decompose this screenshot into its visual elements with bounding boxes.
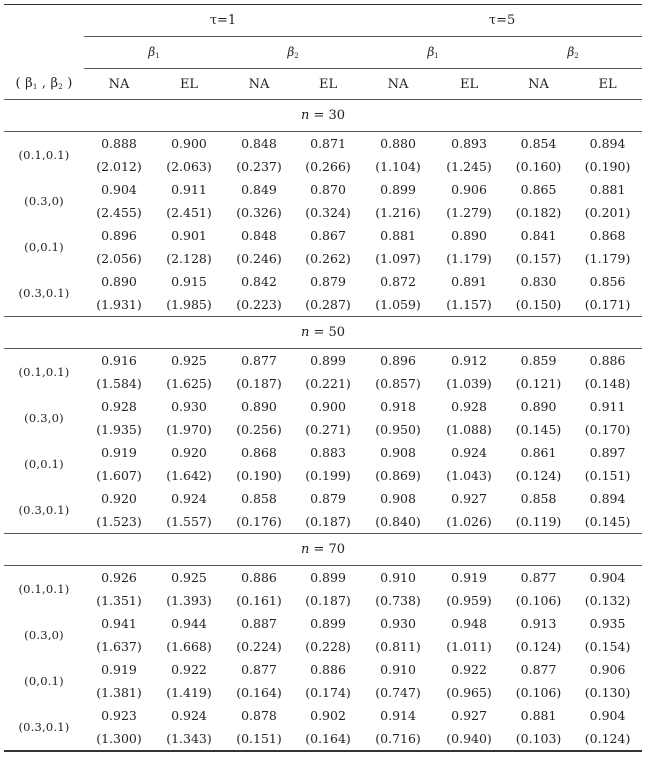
section-header-row [4, 534, 642, 566]
mean-cell: 0.865 [520, 182, 557, 197]
mean-cell: 0.924 [171, 708, 207, 723]
mean-cell: 0.925 [171, 570, 207, 585]
sd-cell: (1.970) [166, 422, 212, 437]
sd-cell: (1.039) [446, 376, 492, 391]
beta-symbol: β [567, 45, 575, 59]
mean-cell: 0.867 [310, 228, 346, 243]
table-row-mean [4, 224, 642, 247]
method-header-3: NA [224, 69, 294, 100]
mean-cell: 0.912 [451, 353, 487, 368]
mean-cell: 0.896 [101, 228, 137, 243]
mean-cell: 0.868 [589, 228, 626, 243]
mean-cell: 0.900 [171, 136, 207, 151]
sd-cell: (0.246) [236, 251, 282, 266]
mean-cell: 0.902 [310, 708, 346, 723]
sd-cell: (2.012) [96, 159, 142, 174]
sd-cell: (1.584) [96, 376, 142, 391]
mean-cell: 0.877 [520, 662, 557, 677]
sd-cell: (1.097) [375, 251, 421, 266]
sd-cell: (1.343) [154, 727, 224, 751]
param-row-label: (0,0.1) [24, 457, 64, 471]
method-header-8: EL [573, 69, 642, 100]
mean-cell: 0.928 [451, 399, 487, 414]
mean-cell: 0.910 [380, 570, 416, 585]
sd-cell: (0.228) [305, 639, 351, 654]
mean-cell: 0.879 [310, 491, 346, 506]
mean-cell: 0.890 [520, 399, 557, 414]
sd-cell: (2.063) [166, 159, 212, 174]
n-value: = 50 [309, 325, 346, 340]
sd-cell: (1.607) [96, 468, 142, 483]
mean-cell: 0.858 [520, 491, 557, 506]
table-row-sd [4, 201, 642, 224]
sd-cell: (0.164) [294, 727, 362, 751]
sd-cell: (0.150) [504, 293, 573, 317]
mean-cell: 0.888 [101, 136, 137, 151]
table-row-mean [4, 441, 642, 464]
sd-cell: (1.668) [166, 639, 212, 654]
table-row-mean [4, 395, 642, 418]
table-row-sd [4, 635, 642, 658]
sd-cell: (1.216) [375, 205, 421, 220]
table-row-mean [4, 658, 642, 681]
sd-cell: (0.940) [434, 727, 504, 751]
mean-cell: 0.871 [310, 136, 346, 151]
sd-cell: (1.011) [446, 639, 492, 654]
tau-header-2: τ=5 [362, 5, 642, 37]
method-header-5: NA [362, 69, 434, 100]
param-row-label: (0.3,0) [24, 411, 64, 425]
mean-cell: 0.920 [101, 491, 137, 506]
mean-cell: 0.904 [589, 708, 626, 723]
mean-cell: 0.877 [241, 662, 277, 677]
sd-cell: (0.224) [236, 639, 282, 654]
mean-cell: 0.848 [241, 136, 277, 151]
mean-cell: 0.872 [380, 274, 416, 289]
section-header-row [4, 317, 642, 349]
mean-cell: 0.894 [589, 136, 626, 151]
param-sub2: 2 [58, 83, 63, 92]
mean-cell: 0.896 [380, 353, 416, 368]
param-label [4, 69, 84, 100]
sd-cell: (0.170) [584, 422, 631, 437]
corner-cell-2 [4, 37, 84, 69]
sd-cell: (1.300) [84, 727, 154, 751]
sd-cell: (0.326) [236, 205, 282, 220]
mean-cell: 0.923 [101, 708, 137, 723]
sd-cell: (1.985) [154, 293, 224, 317]
sd-cell: (1.625) [166, 376, 212, 391]
mean-cell: 0.920 [171, 445, 207, 460]
sd-cell: (1.637) [96, 639, 142, 654]
sd-cell: (0.869) [375, 468, 421, 483]
param-row-label: (0.3,0) [24, 194, 64, 208]
method-header-4: EL [294, 69, 362, 100]
mean-cell: 0.900 [310, 399, 346, 414]
sd-cell: (1.419) [166, 685, 212, 700]
mean-cell: 0.899 [310, 353, 346, 368]
sd-cell: (0.106) [515, 593, 562, 608]
mean-cell: 0.904 [101, 182, 137, 197]
mean-cell: 0.894 [589, 491, 626, 506]
param-sub1: 1 [32, 83, 38, 92]
sd-cell: (0.161) [236, 593, 282, 608]
mean-cell: 0.877 [241, 353, 277, 368]
mean-cell: 0.897 [589, 445, 626, 460]
param-row-label: (0.3,0.1) [4, 270, 84, 317]
sd-cell: (1.557) [154, 510, 224, 534]
mean-cell: 0.849 [241, 182, 277, 197]
beta-subscript: 1 [155, 52, 160, 60]
beta-symbol: β [148, 45, 156, 59]
sd-cell: (0.145) [573, 510, 642, 534]
param-row-label: (0.1,0.1) [18, 365, 70, 379]
mean-cell: 0.916 [101, 353, 137, 368]
sd-cell: (1.935) [96, 422, 142, 437]
mean-cell: 0.842 [241, 274, 277, 289]
sd-cell: (0.148) [584, 376, 631, 391]
mean-cell: 0.899 [310, 570, 346, 585]
mean-cell: 0.861 [520, 445, 557, 460]
method-header-2: EL [154, 69, 224, 100]
method-header-6: EL [434, 69, 504, 100]
mean-cell: 0.848 [241, 228, 277, 243]
sd-cell: (1.043) [446, 468, 492, 483]
sd-cell: (0.201) [584, 205, 631, 220]
n-symbol: n [301, 325, 310, 340]
param-row-label: (0.1,0.1) [18, 148, 70, 162]
n-symbol: n [301, 108, 310, 123]
table-row-sd [4, 293, 642, 317]
sd-cell: (0.959) [446, 593, 492, 608]
mean-cell: 0.911 [589, 399, 626, 414]
mean-cell: 0.927 [451, 491, 487, 506]
table-row-sd [4, 464, 642, 487]
sd-cell: (0.145) [515, 422, 562, 437]
mean-cell: 0.914 [380, 708, 416, 723]
mean-cell: 0.935 [589, 616, 626, 631]
mean-cell: 0.919 [101, 662, 137, 677]
mean-cell: 0.918 [380, 399, 416, 414]
sd-cell: (1.351) [96, 593, 142, 608]
sd-cell: (0.857) [375, 376, 421, 391]
sd-cell: (1.179) [584, 251, 631, 266]
mean-cell: 0.901 [171, 228, 207, 243]
sd-cell: (0.130) [584, 685, 631, 700]
sd-cell: (0.262) [305, 251, 351, 266]
param-row-label: (0,0.1) [24, 674, 64, 688]
table-row-mean [4, 487, 642, 510]
mean-cell: 0.925 [171, 353, 207, 368]
mean-cell: 0.930 [380, 616, 416, 631]
sd-cell: (0.106) [515, 685, 562, 700]
table-row-sd [4, 681, 642, 704]
mean-cell: 0.858 [241, 491, 277, 506]
mean-cell: 0.893 [451, 136, 487, 151]
mean-cell: 0.904 [589, 570, 626, 585]
param-row-label: (0.3,0.1) [4, 704, 84, 751]
mean-cell: 0.944 [171, 616, 207, 631]
n-value: = 70 [309, 542, 346, 557]
sd-cell: (2.451) [166, 205, 212, 220]
mean-cell: 0.859 [520, 353, 557, 368]
sd-cell: (0.171) [573, 293, 642, 317]
mean-cell: 0.919 [451, 570, 487, 585]
sd-cell: (0.174) [305, 685, 351, 700]
sd-cell: (0.747) [375, 685, 421, 700]
table-row-sd [4, 418, 642, 441]
param-close: ) [62, 76, 73, 92]
mean-cell: 0.841 [520, 228, 557, 243]
mean-cell: 0.868 [241, 445, 277, 460]
sd-cell: (0.121) [515, 376, 562, 391]
sd-cell: (0.124) [515, 639, 562, 654]
sd-cell: (0.811) [375, 639, 421, 654]
table-row-mean [4, 704, 642, 727]
sample-size-label [4, 534, 642, 566]
method-header-1: NA [84, 69, 154, 100]
table-row-mean [4, 270, 642, 293]
sd-cell: (1.088) [446, 422, 492, 437]
sd-cell: (0.223) [224, 293, 294, 317]
table-row-mean [4, 132, 642, 156]
sd-cell: (0.256) [236, 422, 282, 437]
mean-cell: 0.881 [520, 708, 557, 723]
n-value: = 30 [309, 108, 346, 123]
sd-cell: (0.716) [362, 727, 434, 751]
sd-cell: (2.128) [166, 251, 212, 266]
sd-cell: (1.393) [166, 593, 212, 608]
sd-cell: (0.738) [375, 593, 421, 608]
table-row-sd [4, 372, 642, 395]
mean-cell: 0.899 [380, 182, 416, 197]
sd-cell: (0.151) [224, 727, 294, 751]
table-row-sd [4, 510, 642, 534]
beta-symbol: β [427, 45, 435, 59]
sd-cell: (1.245) [446, 159, 492, 174]
sd-cell: (0.160) [515, 159, 562, 174]
mean-cell: 0.906 [589, 662, 626, 677]
table-row-mean [4, 612, 642, 635]
sd-cell: (0.221) [305, 376, 351, 391]
mean-cell: 0.830 [520, 274, 557, 289]
sd-cell: (1.104) [375, 159, 421, 174]
mean-cell: 0.930 [171, 399, 207, 414]
mean-cell: 0.881 [589, 182, 626, 197]
mean-cell: 0.887 [241, 616, 277, 631]
mean-cell: 0.915 [171, 274, 207, 289]
coverage-results-table [4, 4, 642, 752]
sd-cell: (0.190) [236, 468, 282, 483]
sd-cell: (1.157) [434, 293, 504, 317]
mean-cell: 0.913 [520, 616, 557, 631]
mean-cell: 0.886 [310, 662, 346, 677]
mean-cell: 0.926 [101, 570, 137, 585]
sd-cell: (0.187) [294, 510, 362, 534]
sd-cell: (0.187) [305, 593, 351, 608]
sd-cell: (0.266) [305, 159, 351, 174]
table-row-sd [4, 589, 642, 612]
mean-cell: 0.890 [451, 228, 487, 243]
sd-cell: (2.455) [96, 205, 142, 220]
table-row-mean [4, 566, 642, 590]
beta-header-1 [84, 37, 224, 69]
sd-cell: (1.026) [434, 510, 504, 534]
table-row-sd [4, 727, 642, 751]
mean-cell: 0.878 [241, 708, 277, 723]
sd-cell: (0.840) [362, 510, 434, 534]
sd-cell: (0.124) [515, 468, 562, 483]
sd-cell: (0.176) [224, 510, 294, 534]
sd-cell: (0.164) [236, 685, 282, 700]
mean-cell: 0.924 [451, 445, 487, 460]
mean-cell: 0.877 [520, 570, 557, 585]
tau-header-1: τ=1 [84, 5, 362, 37]
sd-cell: (0.287) [294, 293, 362, 317]
beta-header-2 [224, 37, 362, 69]
sd-cell: (1.381) [96, 685, 142, 700]
mean-cell: 0.881 [380, 228, 416, 243]
mean-cell: 0.890 [101, 274, 137, 289]
table-row-sd [4, 155, 642, 178]
table-row-mean [4, 349, 642, 373]
mean-cell: 0.941 [101, 616, 137, 631]
mean-cell: 0.922 [451, 662, 487, 677]
mean-cell: 0.908 [380, 445, 416, 460]
sd-cell: (0.154) [584, 639, 631, 654]
mean-cell: 0.856 [589, 274, 626, 289]
beta-header-4 [504, 37, 642, 69]
sd-cell: (1.523) [84, 510, 154, 534]
mean-cell: 0.879 [310, 274, 346, 289]
n-symbol: n [301, 542, 310, 557]
sd-cell: (1.642) [166, 468, 212, 483]
mean-cell: 0.924 [171, 491, 207, 506]
beta-subscript: 1 [434, 52, 439, 60]
beta-subscript: 2 [574, 52, 579, 60]
mean-cell: 0.886 [241, 570, 277, 585]
sd-cell: (0.237) [236, 159, 282, 174]
mean-cell: 0.908 [380, 491, 416, 506]
beta-subscript: 2 [294, 52, 299, 60]
sd-cell: (0.187) [236, 376, 282, 391]
mean-cell: 0.948 [451, 616, 487, 631]
sd-cell: (1.931) [84, 293, 154, 317]
sd-cell: (0.157) [515, 251, 562, 266]
header-row-beta [4, 37, 642, 69]
beta-header-3 [362, 37, 504, 69]
mean-cell: 0.928 [101, 399, 137, 414]
param-row-label: (0,0.1) [24, 240, 64, 254]
sample-size-label [4, 100, 642, 132]
sd-cell: (0.182) [515, 205, 562, 220]
mean-cell: 0.922 [171, 662, 207, 677]
param-open: ( β [15, 76, 33, 92]
mean-cell: 0.911 [171, 182, 207, 197]
sample-size-label [4, 317, 642, 349]
param-mid: , β [37, 76, 59, 92]
beta-symbol: β [287, 45, 295, 59]
sd-cell: (1.279) [446, 205, 492, 220]
mean-cell: 0.891 [451, 274, 487, 289]
sd-cell: (0.103) [504, 727, 573, 751]
sd-cell: (1.059) [362, 293, 434, 317]
table-row-mean [4, 178, 642, 201]
section-header-row [4, 100, 642, 132]
corner-cell [4, 5, 84, 37]
sd-cell: (1.179) [446, 251, 492, 266]
param-row-label: (0.3,0.1) [4, 487, 84, 534]
method-header-7: NA [504, 69, 573, 100]
sd-cell: (0.190) [584, 159, 631, 174]
header-row-tau [4, 5, 642, 37]
sd-cell: (0.132) [584, 593, 631, 608]
param-row-label: (0.1,0.1) [18, 582, 70, 596]
sd-cell: (0.124) [573, 727, 642, 751]
header-row-methods [4, 69, 642, 100]
sd-cell: (0.324) [305, 205, 351, 220]
mean-cell: 0.854 [520, 136, 557, 151]
sd-cell: (0.965) [446, 685, 492, 700]
sd-cell: (0.199) [305, 468, 351, 483]
param-row-label: (0.3,0) [24, 628, 64, 642]
table-row-sd [4, 247, 642, 270]
sd-cell: (0.271) [305, 422, 351, 437]
mean-cell: 0.899 [310, 616, 346, 631]
mean-cell: 0.927 [451, 708, 487, 723]
mean-cell: 0.883 [310, 445, 346, 460]
mean-cell: 0.870 [310, 182, 346, 197]
sd-cell: (0.119) [504, 510, 573, 534]
sd-cell: (2.056) [96, 251, 142, 266]
mean-cell: 0.886 [589, 353, 626, 368]
mean-cell: 0.880 [380, 136, 416, 151]
mean-cell: 0.910 [380, 662, 416, 677]
mean-cell: 0.919 [101, 445, 137, 460]
sd-cell: (0.151) [584, 468, 631, 483]
mean-cell: 0.906 [451, 182, 487, 197]
mean-cell: 0.890 [241, 399, 277, 414]
sd-cell: (0.950) [375, 422, 421, 437]
